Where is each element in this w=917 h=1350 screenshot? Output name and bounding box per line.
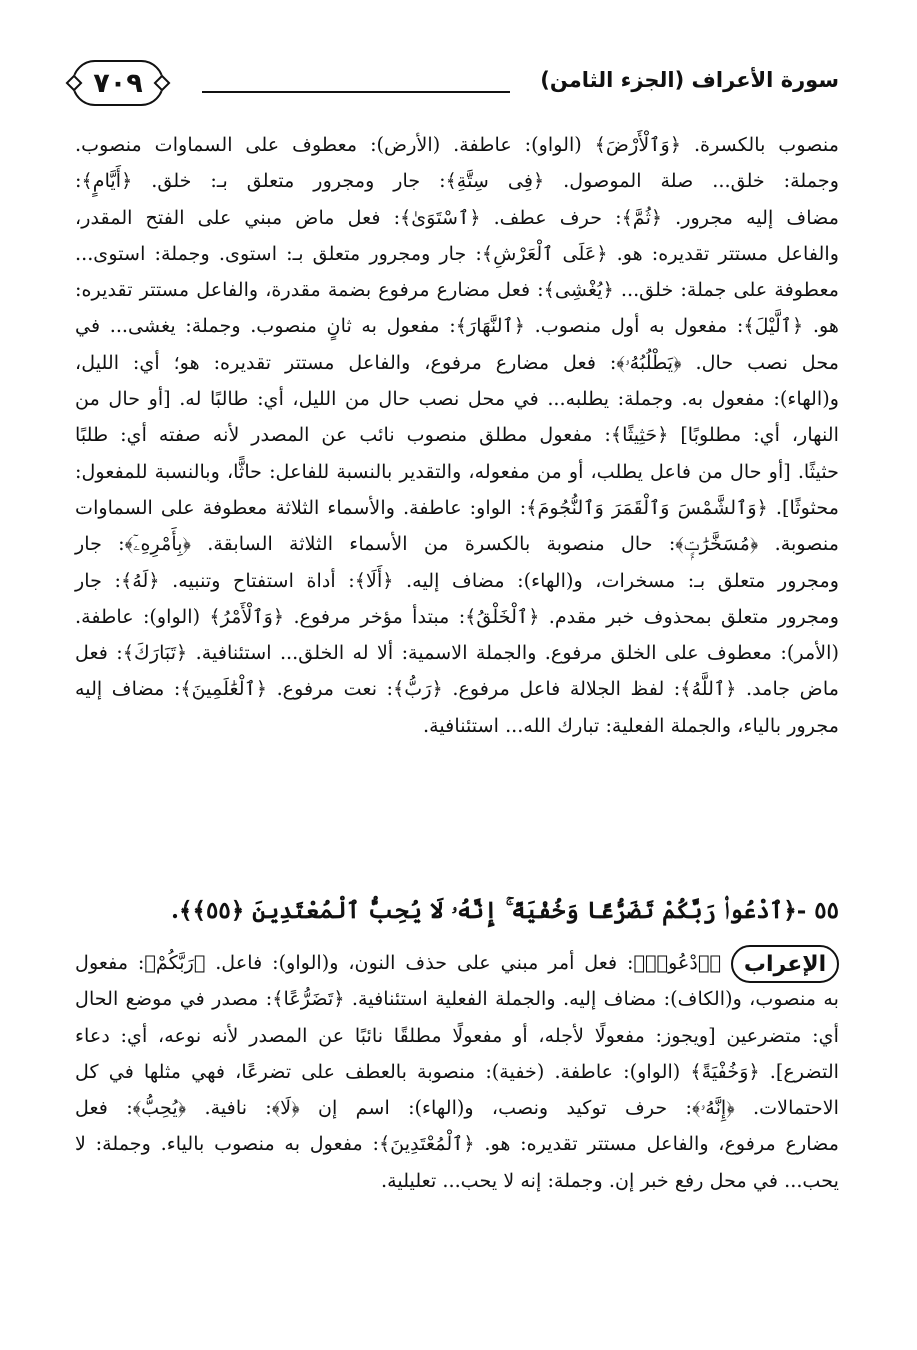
irab-text-block-2	[75, 945, 839, 1199]
text-line: به منصوب، و(الكاف): مضاف إليه. والجملة الفعلية استئنافية. ﴿تَضَرُّعًا﴾: مصدر في موضع الحال	[75, 987, 839, 1011]
text-line: الاحتمالات. ﴿إِنَّهُۥ﴾: حرف توكيد ونصب، و(الهاء): اسم إن ﴿لَا﴾: نافية. ﴿يُحِبُّ﴾: فعل	[75, 1096, 839, 1120]
text-line: معطوفة على جملة: خلق... ﴿يُغْشِى﴾: فعل مضارع مرفوع بضمة مقدرة، والفاعل مستتر تقديره:	[75, 278, 839, 302]
text-line: التضرع]. ﴿وَخُفْيَةً﴾ (الواو): عاطفة. (خفية): منصوبة بالعطف على تضرعًا، فهي مثلها في كل	[75, 1059, 839, 1083]
text-line: و(الهاء): مفعول به. وجملة: يطلبه... في محل نصب حال من الليل، أي: طالبًا له. [أو حال من	[75, 387, 839, 411]
text-line: يحب... في محل رفع خبر إن. وجملة: إنه لا يحب... تعليلية.	[381, 1168, 839, 1192]
text-line: ﴿ٱدْعُوا۟﴾: فعل أمر مبني على حذف النون، و(الواو): فاعل. ﴿رَبَّكُمْ﴾: مفعول	[75, 951, 721, 974]
text-line: وجملة: خلق... صلة الموصول. ﴿فِى سِتَّةِ﴾: جار ومجرور متعلق بـ: خلق. ﴿أَيَّامٍ﴾:	[75, 169, 839, 193]
text-line: منصوب بالكسرة. ﴿وَٱلْأَرْضَ﴾ (الواو): عاطفة. (الأرض): معطوف على السماوات منصوب.	[75, 133, 839, 156]
text-line: والفاعل مستتر تقديره: هو. ﴿عَلَى ٱلْعَرْشِ﴾: جار ومجرور متعلق بـ: استوى. وجملة: استوى...	[75, 241, 839, 265]
text-line: حثيثًا. [أو حال من فاعل يطلب، أو من مفعوله، والتقدير بالنسبة للفاعل: حاثًّا، وبالنسبة للمفعول:	[75, 459, 839, 483]
page-header	[72, 58, 839, 114]
text-line: أي: متضرعين [ويجوز: مفعولًا لأجله، أو مفعولًا مطلقًا نائبًا عن المصدر لأنه نوعه، أي: دعاء	[75, 1023, 839, 1047]
text-line: مجرور بالياء، والجملة الفعلية: تبارك الله... استئنافية.	[423, 713, 839, 737]
header-rule	[202, 91, 510, 93]
text-line: مضاف إليه مجرور. ﴿ثُمَّ﴾: حرف عطف. ﴿ٱسْتَوَىٰ﴾: فعل ماض مبني على الفتح المقدر،	[75, 205, 839, 229]
text-line: منصوبة. ﴿مُسَخَّرَٰتٍۭ﴾: حال منصوبة بالكسرة من الأسماء الثلاثة السابقة. ﴿بِأَمْرِهِۦٓ﴾: جار	[75, 532, 839, 556]
text-line: محثوثًا]. ﴿وَٱلشَّمْسَ وَٱلْقَمَرَ وَٱلنُّجُومَ﴾: الواو: عاطفة. والأسماء الثلاثة معطوفة على السماوات	[75, 495, 839, 519]
text-line: ومجرور متعلق بمحذوف خبر مقدم. ﴿ٱلْخَلْقُ﴾: مبتدأ مؤخر مرفوع. ﴿وَٱلْأَمْرُ﴾ (الواو): عاطفة.	[75, 604, 839, 628]
running-head: سورة الأعراف (الجزء الثامن)	[540, 68, 839, 92]
page-number: ٧٠٩	[72, 60, 164, 106]
text-line: مضارع مرفوع، والفاعل مستتر تقديره: هو. ﴿ٱلْمُعْتَدِينَ﴾: مفعول به منصوب بالياء. وجملة: لا	[75, 1132, 839, 1156]
irab-badge: الإعراب	[731, 945, 839, 983]
text-line: ماض جامد. ﴿ٱللَّهُ﴾: لفظ الجلالة فاعل مرفوع. ﴿رَبُّ﴾: نعت مرفوع. ﴿ٱلْعَٰلَمِينَ﴾: مضاف إليه	[75, 677, 839, 701]
text-line: (الأمر): معطوف على الخلق مرفوع. والجملة الاسمية: ألا له الخلق... استئنافية. ﴿تَبَارَكَ﴾: فعل	[75, 641, 839, 665]
text-line: هو. ﴿ٱلَّيْلَ﴾: مفعول به أول منصوب. ﴿ٱلنَّهَارَ﴾: مفعول به ثانٍ منصوب. وجملة: يغشى... في	[75, 314, 839, 338]
text-line: محل نصب حال. ﴿يَطْلُبُهُۥ﴾: فعل مضارع مرفوع، والفاعل مستتر تقديره: هو؛ أي: الليل،	[75, 350, 839, 374]
quran-verse: ٥٥ -﴿ٱدْعُوا۟ رَبَّكُمْ تَضَرُّعًا وَخُفْيَةً ۚ إِنَّهُۥ لَا يُحِبُّ ٱلْمُعْتَدِينَ ﴿٥٥﴾﴾.	[171, 896, 839, 924]
irab-text-block-1	[75, 127, 839, 744]
text-line: النهار، أي: مطلوبًا] ﴿حَثِيثًا﴾: مفعول مطلق منصوب نائب عن المصدر لأنه صفته أي: طلبًا	[75, 423, 839, 447]
text-line: ومجرور متعلق بـ: مسخرات، و(الهاء): مضاف إليه. ﴿أَلَا﴾: أداة استفتاح وتنبيه. ﴿لَهُ﴾: جار	[75, 568, 839, 592]
